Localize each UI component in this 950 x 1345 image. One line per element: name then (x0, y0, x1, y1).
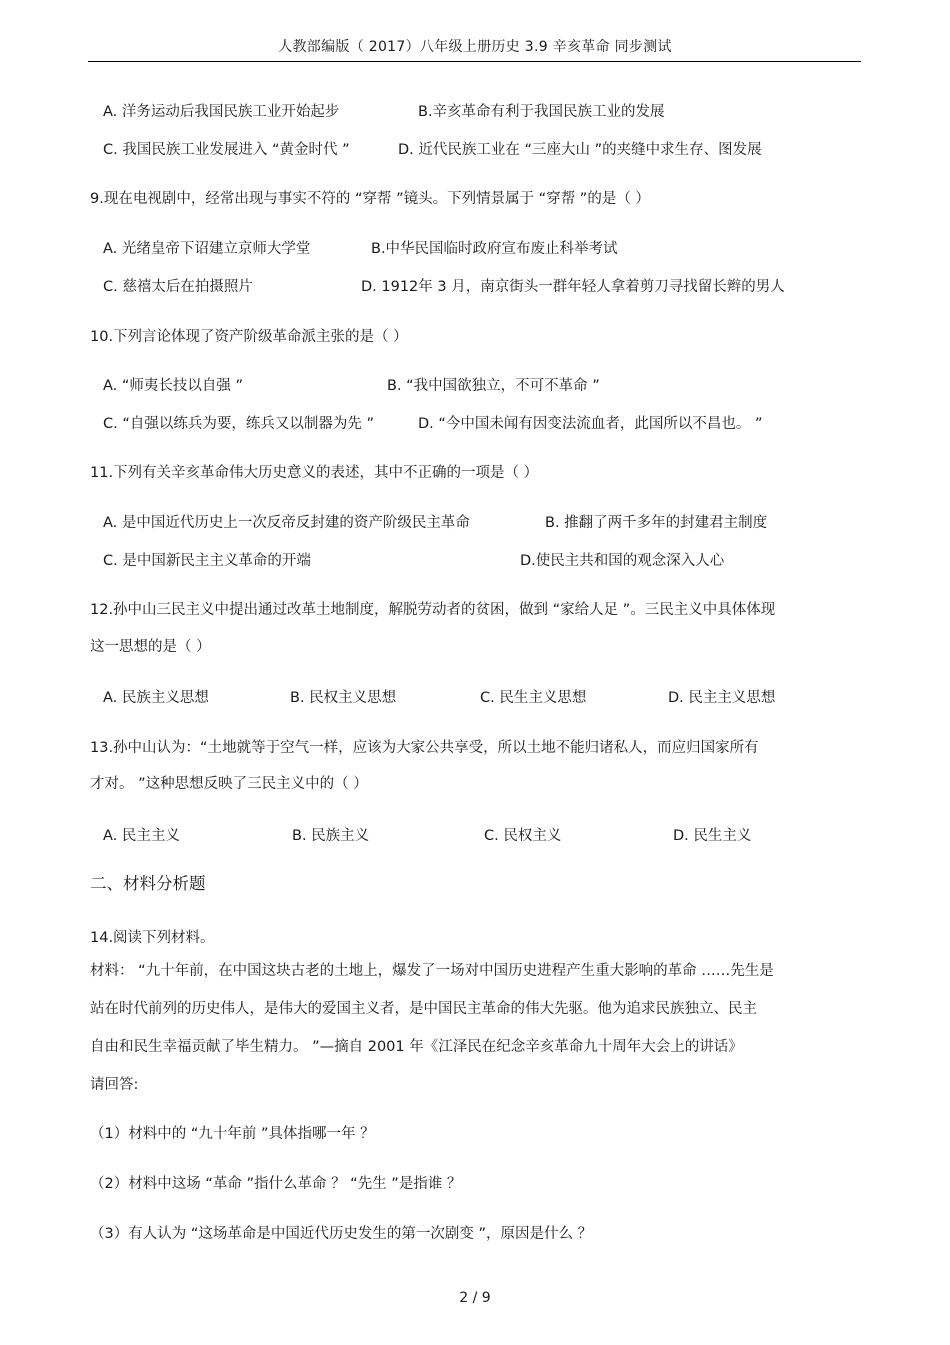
q8-option-b: B.辛亥革命有利于我国民族工业的发展 (418, 104, 665, 120)
q12-stem-line2: 这一思想的是（ ） (90, 639, 211, 655)
q14-subquestion-2: （2）材料中这场 “革命 ”指什么革命 ？ “先生 ”是指谁 ？ (90, 1176, 462, 1192)
q9-option-b: B.中华民国临时政府宣布废止科举考试 (371, 241, 618, 257)
q14-material-line3: 自由和民生幸福贡献了毕生精力。 ”—摘自 2001 年《江泽民在纪念辛亥革命九十周年大会上的讲话》 (90, 1039, 743, 1055)
q13-option-c: C. 民权主义 (484, 828, 562, 844)
q9-stem: 9.现在电视剧中，经常出现与事实不符的 “穿帮 ”镜头。下列情景属于 “穿帮 ”的是（ ） (90, 191, 650, 207)
q14-subquestion-1: （1）材料中的 “九十年前 ”具体指哪一年 ？ (90, 1126, 375, 1142)
header-rule (88, 61, 861, 62)
q12-option-a: A. 民族主义思想 (103, 690, 209, 706)
q11-option-c: C. 是中国新民主主义革命的开端 (103, 553, 311, 569)
page-number: 2 / 9 (459, 1290, 491, 1306)
q11-option-b: B. 推翻了两千多年的封建君主制度 (545, 515, 768, 531)
q11-option-a: A. 是中国近代历史上一次反帝反封建的资产阶级民主革命 (103, 515, 470, 531)
q8-option-c: C. 我国民族工业发展进入 “黄金时代 ” (103, 142, 350, 158)
q8-option-a: A. 洋务运动后我国民族工业开始起步 (103, 104, 340, 120)
q8-option-d: D. 近代民族工业在 “三座大山 ”的夹缝中求生存、图发展 (398, 142, 762, 158)
page-header-title: 人教部编版（ 2017）八年级上册历史 3.9 辛亥革命 同步测试 (278, 39, 672, 55)
q11-option-d: D.使民主共和国的观念深入人心 (520, 553, 725, 569)
q9-option-a: A. 光绪皇帝下诏建立京师大学堂 (103, 241, 311, 257)
q9-option-c: C. 慈禧太后在拍摄照片 (103, 279, 253, 295)
q14-subquestion-3: （3）有人认为 “这场革命是中国近代历史发生的第一次剧变 ”，原因是什么 ？ (90, 1226, 593, 1242)
q12-stem-line1: 12.孙中山三民主义中提出通过改革土地制度，解脱劳动者的贫困，做到 “家给人足 ”。三民主义中具体体现 (90, 602, 776, 618)
q12-option-d: D. 民主主义思想 (668, 690, 776, 706)
q14-prompt: 请回答: (90, 1077, 139, 1093)
section-heading: 二、材料分析题 (90, 874, 206, 893)
q9-option-d: D. 1912年 3 月，南京街头一群年轻人拿着剪刀寻找留长辫的男人 (361, 279, 785, 295)
q13-option-d: D. 民生主义 (673, 828, 752, 844)
q10-stem: 10.下列言论体现了资产阶级革命派主张的是（ ） (90, 329, 408, 345)
q10-option-c: C. “自强以练兵为要，练兵又以制器为先 ” (103, 416, 374, 432)
q10-option-a: A. “师夷长技以自强 ” (103, 378, 244, 394)
q14-material-line2: 站在时代前列的历史伟人，是伟大的爱国主义者，是中国民主革命的伟大先驱。他为追求民族独立、民主 (90, 1001, 757, 1017)
q13-option-b: B. 民族主义 (292, 828, 370, 844)
q14-material-line1: 材料： “九十年前，在中国这块古老的土地上，爆发了一场对中国历史进程产生重大影响的革命 ……先生是 (90, 963, 774, 979)
q10-option-b: B. “我中国欲独立，不可不革命 ” (387, 378, 600, 394)
q12-option-c: C. 民生主义思想 (480, 690, 587, 706)
q12-option-b: B. 民权主义思想 (290, 690, 397, 706)
q14-stem: 14.阅读下列材料。 (90, 930, 215, 946)
q10-option-d: D. “今中国未闻有因变法流血者，此国所以不昌也。 ” (418, 416, 763, 432)
q13-stem-line1: 13.孙中山认为：“土地就等于空气一样，应该为大家公共享受，所以土地不能归诸私人，而应归国家所有 (90, 740, 759, 756)
q13-option-a: A. 民主主义 (103, 828, 180, 844)
q11-stem: 11.下列有关辛亥革命伟大历史意义的表述，其中不正确的一项是（ ） (90, 465, 539, 481)
q13-stem-line2: 才对。 ”这种思想反映了三民主义中的（ ） (90, 776, 368, 792)
